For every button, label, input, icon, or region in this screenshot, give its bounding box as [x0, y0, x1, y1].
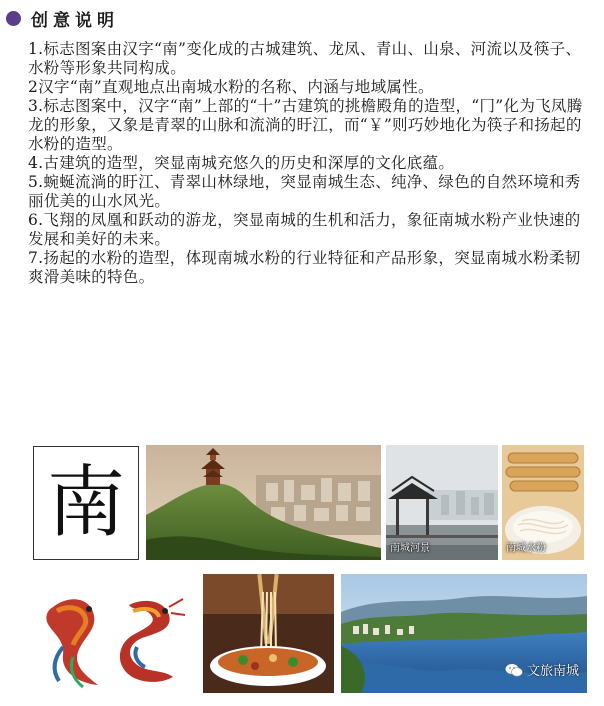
description-item: 6.飞翔的凤凰和跃动的游龙，突显南城的生机和活力，象征南城水粉产业快速的发展和美好的未来。 [28, 211, 581, 248]
section-header [6, 6, 119, 30]
river-caption: 南城河景 [390, 543, 430, 554]
noodle-bowl-photo [203, 574, 334, 693]
lake-landscape-photo [341, 574, 587, 693]
section-title: 创意说明 [31, 10, 119, 31]
dragon-phoenix-illustration [33, 577, 196, 693]
noodles-photo [502, 445, 584, 560]
wechat-icon [505, 663, 523, 677]
description-item: 5.蜿蜒流淌的盱江、青翠山林绿地，突显南城生态、纯净、绿色的自然环境和秀丽优美的山水风光。 [28, 173, 581, 210]
description-item: 3.标志图案中，汉字“南”上部的“十”古建筑的挑檐殿角的造型，“冂”化为飞凤腾龙的形象，又象是青翠的山脉和流淌的盱江，而“￥”则巧妙地化为筷子和扬起的水粉的造型。 [28, 97, 583, 153]
noodles-caption: 南城水粉 [506, 543, 546, 554]
description-item: 4.古建筑的造型，突显南城充悠久的历史和深厚的文化底蕴。 [28, 154, 455, 172]
watermark-text: 文旅南城 [526, 664, 579, 679]
description-item: 7.扬起的水粉的造型，体现南城水粉的行业特征和产品形象，突显南城水粉柔韧爽滑美味的特色。 [28, 249, 581, 286]
description-item: 2汉字“南”直观地点出南城水粉的名称、内涵与地域属性。 [28, 78, 434, 96]
bullet-icon [6, 11, 21, 26]
description-item: 1.标志图案由汉字“南”变化成的古城建筑、龙凤、青山、山泉、河流以及筷子、水粉等形象共同构成。 [28, 40, 582, 77]
watermark [505, 660, 579, 679]
pagoda-mountain-photo [146, 445, 381, 560]
character-box [33, 446, 139, 560]
nan-character: 南 [46, 458, 125, 548]
river-bridge-photo [386, 445, 498, 560]
description-block [28, 40, 584, 287]
